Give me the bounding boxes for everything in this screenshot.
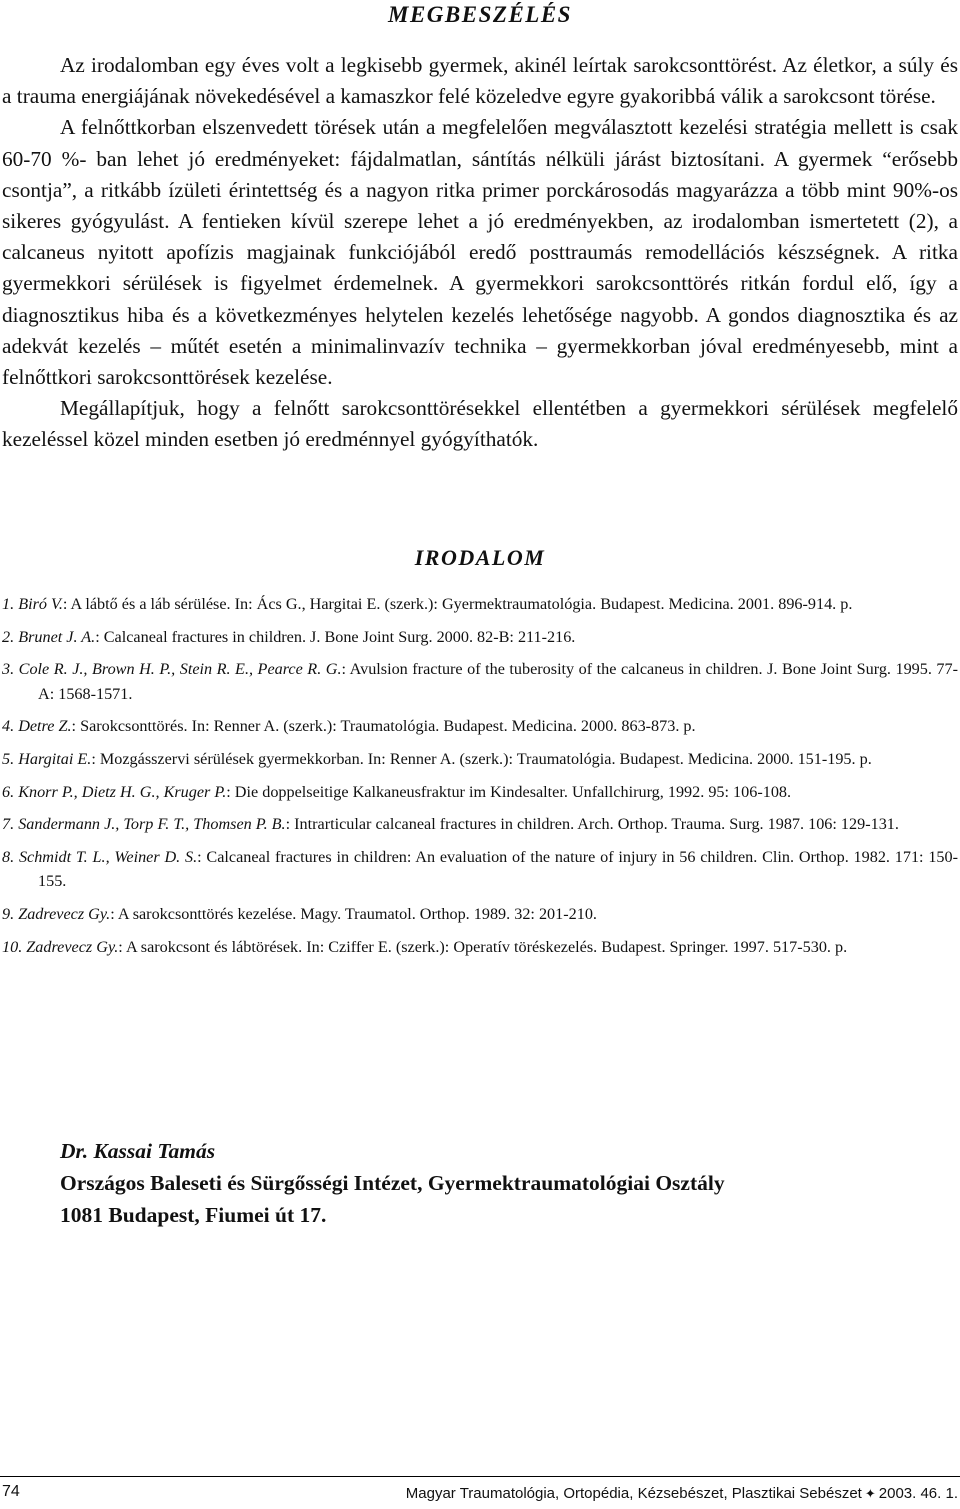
author-institution: Országos Baleseti és Sürgősségi Intézet, Gyermektraumatológiai Osztály	[60, 1171, 725, 1195]
reference-item: 2. Brunet J. A.: Calcaneal fractures in children. J. Bone Joint Surg. 2000. 82-B: 211-216.	[2, 627, 576, 646]
section-heading-references: IRODALOM	[414, 545, 546, 570]
reference-authors: Zadrevecz Gy.	[18, 905, 111, 924]
reference-item: 5. Hargitai E.: Mozgásszervi sérülések gyermekkorban. In: Renner A. (szerk.): Traumatológia. Budapest. Medicina. 2000. 151-195. p.	[2, 750, 872, 769]
section-heading-discussion: MEGBESZÉLÉS	[388, 2, 572, 27]
reference-item: 7. Sandermann J., Torp F. T., Thomsen P. B.: Intrarticular calcaneal fractures in children. Arch. Orthop. Trauma. Surg. 1987. 106: 129-131.	[2, 815, 899, 834]
reference-item: 6. Knorr P., Dietz H. G., Kruger P.: Die doppelseitige Kalkaneusfraktur im Kindesalter. Unfallchirurg, 1992. 95: 106-108.	[2, 782, 792, 801]
reference-list	[2, 592, 958, 967]
reference-authors: Brunet J. A.	[18, 627, 96, 646]
journal-issue: 2003. 46. 1.	[878, 1485, 958, 1502]
author-address-block	[60, 1135, 725, 1231]
reference-authors: Biró V.	[18, 595, 63, 613]
reference-authors: Zadrevecz Gy.	[26, 937, 119, 956]
reference-authors: Hargitai E.	[18, 750, 92, 769]
reference-authors: Schmidt T. L., Weiner D. S.	[18, 848, 198, 867]
reference-authors: Cole R. J., Brown H. P., Stein R. E., Pearce R. G.	[18, 660, 342, 679]
reference-authors: Detre Z.	[18, 717, 72, 736]
reference-item: 3. Cole R. J., Brown H. P., Stein R. E., Pearce R. G.: Avulsion fracture of the tuberosity of the calcaneus in children. J. Bone Joint Surg. 1995. 77-A: 1568-1571.	[2, 660, 958, 703]
paragraph: Az irodalomban egy éves volt a legkisebb gyermek, akinél leírtak sarokcsonttörést. Az életkor, a súly és a trauma energiájának növekedésével a kamaszkor felé közeledve egyre gyakoribbá válik a sarokcsont törése.	[2, 53, 958, 109]
reference-item: 1. Biró V.: A lábtő és a láb sérülése. In: Ács G., Hargitai E. (szerk.): Gyermektraumatológia. Budapest. Medicina. 2001. 896-914. p.	[2, 595, 853, 613]
page-number: 74	[2, 1483, 20, 1500]
reference-authors: Knorr P., Dietz H. G., Kruger P.	[18, 782, 227, 801]
journal-name: Magyar Traumatológia, Ortopédia, Kézsebészet, Plasztikai Sebészet	[405, 1485, 862, 1502]
reference-authors: Sandermann J., Torp F. T., Thomsen P. B.	[18, 815, 286, 834]
reference-item: 8. Schmidt T. L., Weiner D. S.: Calcaneal fractures in children: An evaluation of the nature of injury in 56 children. Clin. Orthop. 1982. 171: 150-155.	[2, 848, 958, 891]
author-postal-address: 1081 Budapest, Fiumei út 17.	[60, 1203, 327, 1227]
paragraph: Megállapítjuk, hogy a felnőtt sarokcsonttörésekkel ellentétben a gyermekkori sérülések megfelelő kezeléssel közel minden esetben jó eredménnyel gyógyíthatók.	[2, 396, 958, 452]
reference-item: 9. Zadrevecz Gy.: A sarokcsonttörés kezelése. Magy. Traumatol. Orthop. 1989. 32: 201-210.	[2, 905, 597, 924]
paragraph: A felnőttkorban elszenvedett törések után a megfelelően megválasztott kezelési stratégia mellett is csak 60-70 %- ban lehet jó eredményeket: fájdalmatlan, sántítás nélküli járást biztosítani. A gyermek “erősebb csontja”, a ritkább ízületi érintettség és a nagyon ritka primer porckárosodás magyarázza a több mint 90%-os sikeres gyógyulást. A fentieken kívül szerepe lehet a jó eredményekben, az irodalomban ismertetett (2), a calcaneus nyitott apofízis magjainak funkciójából eredő posttraumás remodellációs készségnek. A ritka gyermekkori sérülések is figyelmet érdemelnek. A gyermekkori sarokcsonttörés ritkán fordul elő, így a diagnosztikus hiba és a következményes helytelen kezelés lehetősége nagyobb. A gondos diagnosztika és az adekvát kezelés – műtét esetén a minimalinvazív technika – gyermekkorban jóval eredményesebb, mint a felnőttkori sarokcsonttörések kezelése.	[2, 115, 958, 390]
journal-footer	[406, 1485, 958, 1502]
author-name: Dr. Kassai Tamás	[60, 1139, 216, 1163]
footer-divider	[0, 1476, 960, 1477]
reference-item: 10. Zadrevecz Gy.: A sarokcsont és lábtörések. In: Cziffer E. (szerk.): Operatív töréskezelés. Budapest. Springer. 1997. 517-530. p.	[2, 937, 848, 956]
reference-item: 4. Detre Z.: Sarokcsonttörés. In: Renner A. (szerk.): Traumatológia. Budapest. Medicina. 2000. 863-873. p.	[2, 717, 696, 736]
discussion-body	[2, 50, 958, 456]
four-pointed-star-icon: ✦	[864, 1486, 876, 1501]
